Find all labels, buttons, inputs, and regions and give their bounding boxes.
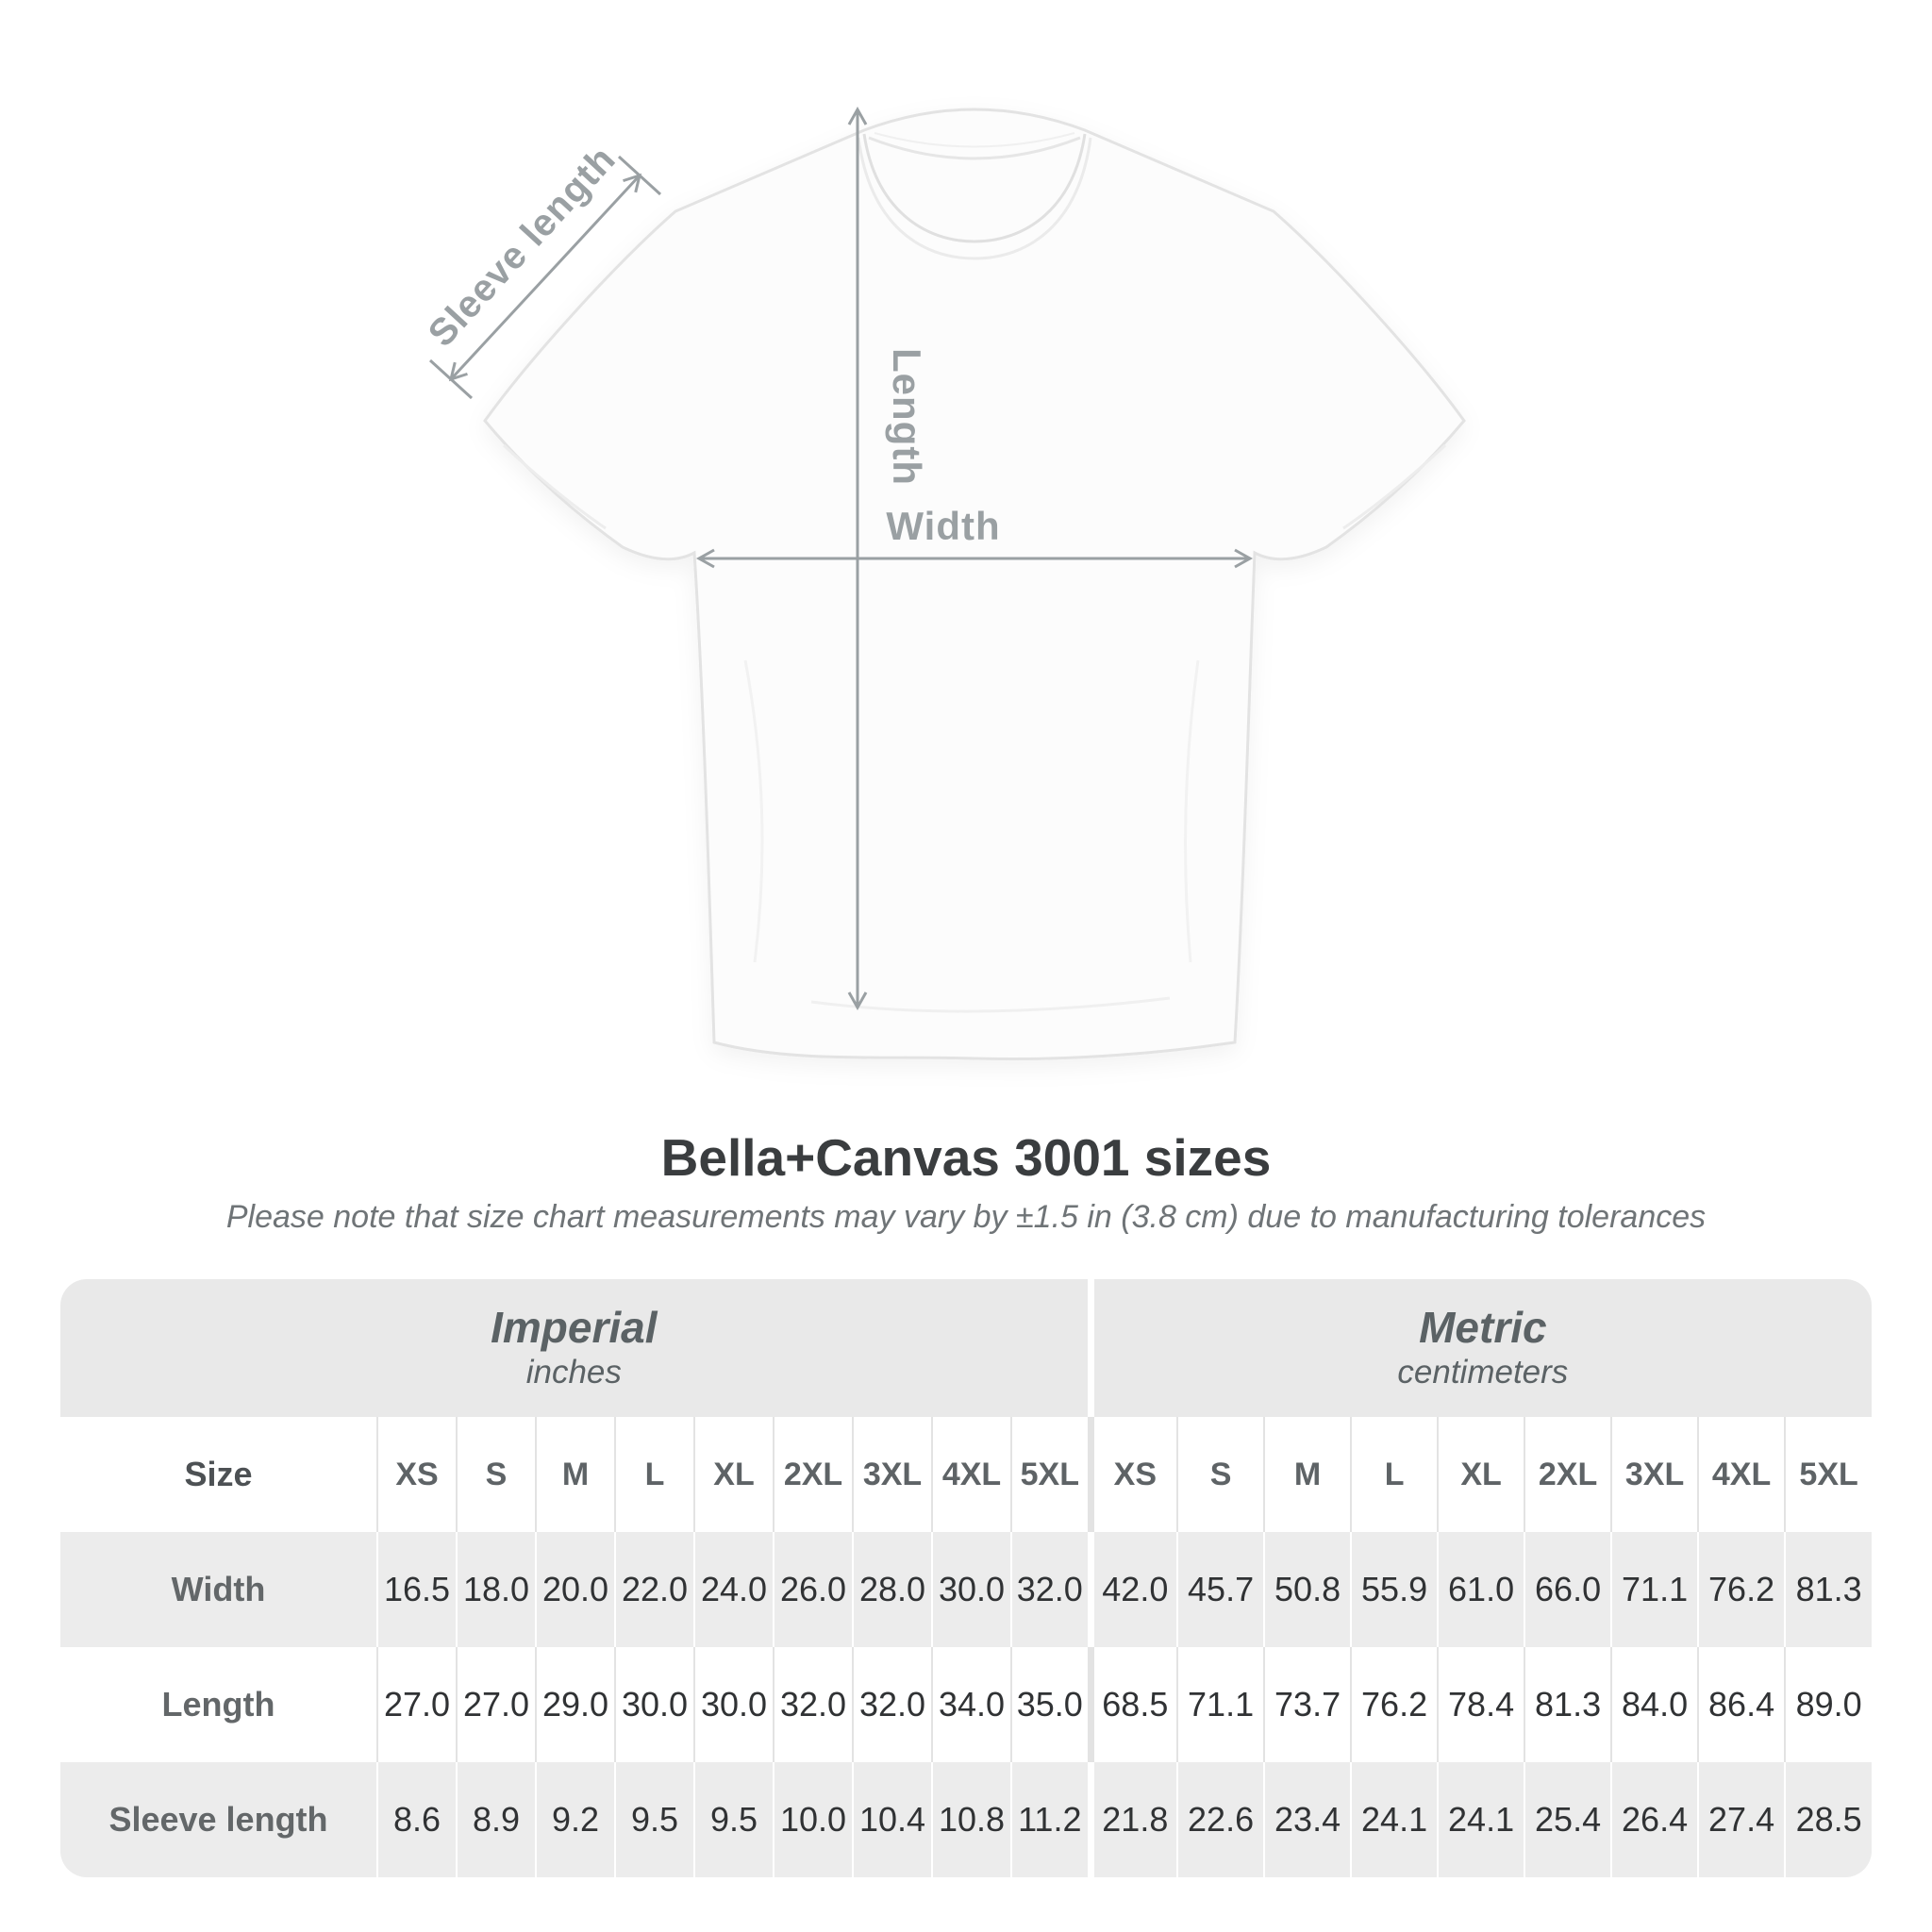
imperial-label: Imperial <box>491 1303 658 1352</box>
row-label: Width <box>171 1570 266 1608</box>
value-cell: 10.4 <box>853 1762 932 1877</box>
chart-heading <box>0 1128 1932 1236</box>
width-row <box>60 1532 1872 1647</box>
size-header: L <box>1351 1417 1438 1532</box>
value-cell: 16.5 <box>377 1532 457 1647</box>
value-cell: 71.1 <box>1611 1532 1698 1647</box>
value-cell: 84.0 <box>1611 1647 1698 1762</box>
row-label: Sleeve length <box>108 1800 328 1839</box>
value-cell: 9.5 <box>615 1762 694 1877</box>
value-cell: 68.5 <box>1091 1647 1177 1762</box>
value-cell: 22.0 <box>615 1532 694 1647</box>
size-header: S <box>1177 1417 1264 1532</box>
value-cell: 10.8 <box>932 1762 1011 1877</box>
value-cell: 23.4 <box>1264 1762 1351 1877</box>
size-header: 3XL <box>1611 1417 1698 1532</box>
size-header-row <box>60 1417 1872 1532</box>
value-cell: 24.0 <box>694 1532 774 1647</box>
size-column-header: Size <box>184 1455 253 1493</box>
value-cell: 28.0 <box>853 1532 932 1647</box>
value-cell: 20.0 <box>536 1532 615 1647</box>
value-cell: 50.8 <box>1264 1532 1351 1647</box>
value-cell: 28.5 <box>1785 1762 1872 1877</box>
value-cell: 42.0 <box>1091 1532 1177 1647</box>
value-cell: 35.0 <box>1011 1647 1091 1762</box>
value-cell: 11.2 <box>1011 1762 1091 1877</box>
size-header: XS <box>377 1417 457 1532</box>
width-label: Width <box>886 504 1001 548</box>
size-header: 3XL <box>853 1417 932 1532</box>
value-cell: 55.9 <box>1351 1532 1438 1647</box>
value-cell: 86.4 <box>1698 1647 1785 1762</box>
sleeve-dimension-tick-top <box>619 157 660 194</box>
size-header: 4XL <box>1698 1417 1785 1532</box>
value-cell: 24.1 <box>1351 1762 1438 1877</box>
value-cell: 8.9 <box>457 1762 536 1877</box>
metric-group-header <box>1091 1279 1872 1417</box>
value-cell: 9.5 <box>694 1762 774 1877</box>
value-cell: 10.0 <box>774 1762 853 1877</box>
size-header: 5XL <box>1011 1417 1091 1532</box>
value-cell: 81.3 <box>1785 1532 1872 1647</box>
sleeve-dimension-tick-bottom <box>430 360 472 398</box>
size-header: M <box>536 1417 615 1532</box>
value-cell: 29.0 <box>536 1647 615 1762</box>
imperial-group-header <box>60 1279 1091 1417</box>
value-cell: 27.0 <box>457 1647 536 1762</box>
value-cell: 81.3 <box>1524 1647 1611 1762</box>
sleeve-length-row <box>60 1762 1872 1877</box>
size-header: L <box>615 1417 694 1532</box>
size-header: 4XL <box>932 1417 1011 1532</box>
value-cell: 66.0 <box>1524 1532 1611 1647</box>
value-cell: 27.4 <box>1698 1762 1785 1877</box>
value-cell: 8.6 <box>377 1762 457 1877</box>
value-cell: 78.4 <box>1438 1647 1524 1762</box>
sleeve-length-label: Sleeve length <box>420 138 625 355</box>
value-cell: 32.0 <box>774 1647 853 1762</box>
value-cell: 21.8 <box>1091 1762 1177 1877</box>
row-label: Length <box>161 1685 275 1724</box>
size-header: XS <box>1091 1417 1177 1532</box>
page-title: Bella+Canvas 3001 sizes <box>660 1128 1272 1187</box>
value-cell: 18.0 <box>457 1532 536 1647</box>
value-cell: 76.2 <box>1698 1532 1785 1647</box>
size-header: M <box>1264 1417 1351 1532</box>
value-cell: 30.0 <box>615 1647 694 1762</box>
value-cell: 22.6 <box>1177 1762 1264 1877</box>
value-cell: 89.0 <box>1785 1647 1872 1762</box>
value-cell: 61.0 <box>1438 1532 1524 1647</box>
value-cell: 26.4 <box>1611 1762 1698 1877</box>
size-header: 5XL <box>1785 1417 1872 1532</box>
metric-units: centimeters <box>1397 1354 1569 1391</box>
size-table <box>60 1279 1872 1877</box>
tolerance-note: Please note that size chart measurements may vary by ±1.5 in (3.8 cm) due to manufacturing tolerances <box>225 1199 1707 1235</box>
value-cell: 24.1 <box>1438 1762 1524 1877</box>
value-cell: 34.0 <box>932 1647 1011 1762</box>
value-cell: 32.0 <box>1011 1532 1091 1647</box>
size-table-container <box>60 1279 1872 1877</box>
value-cell: 9.2 <box>536 1762 615 1877</box>
length-label: Length <box>885 348 929 486</box>
size-header: 2XL <box>774 1417 853 1532</box>
unit-group-row <box>60 1279 1872 1417</box>
imperial-units: inches <box>525 1354 622 1391</box>
size-header: 2XL <box>1524 1417 1611 1532</box>
length-row <box>60 1647 1872 1762</box>
size-header: XL <box>1438 1417 1524 1532</box>
value-cell: 25.4 <box>1524 1762 1611 1877</box>
value-cell: 73.7 <box>1264 1647 1351 1762</box>
value-cell: 71.1 <box>1177 1647 1264 1762</box>
size-header: XL <box>694 1417 774 1532</box>
metric-label: Metric <box>1419 1303 1547 1352</box>
size-header: S <box>457 1417 536 1532</box>
value-cell: 27.0 <box>377 1647 457 1762</box>
value-cell: 30.0 <box>694 1647 774 1762</box>
value-cell: 45.7 <box>1177 1532 1264 1647</box>
value-cell: 76.2 <box>1351 1647 1438 1762</box>
value-cell: 32.0 <box>853 1647 932 1762</box>
tshirt-illustration <box>485 109 1464 1059</box>
value-cell: 26.0 <box>774 1532 853 1647</box>
value-cell: 30.0 <box>932 1532 1011 1647</box>
